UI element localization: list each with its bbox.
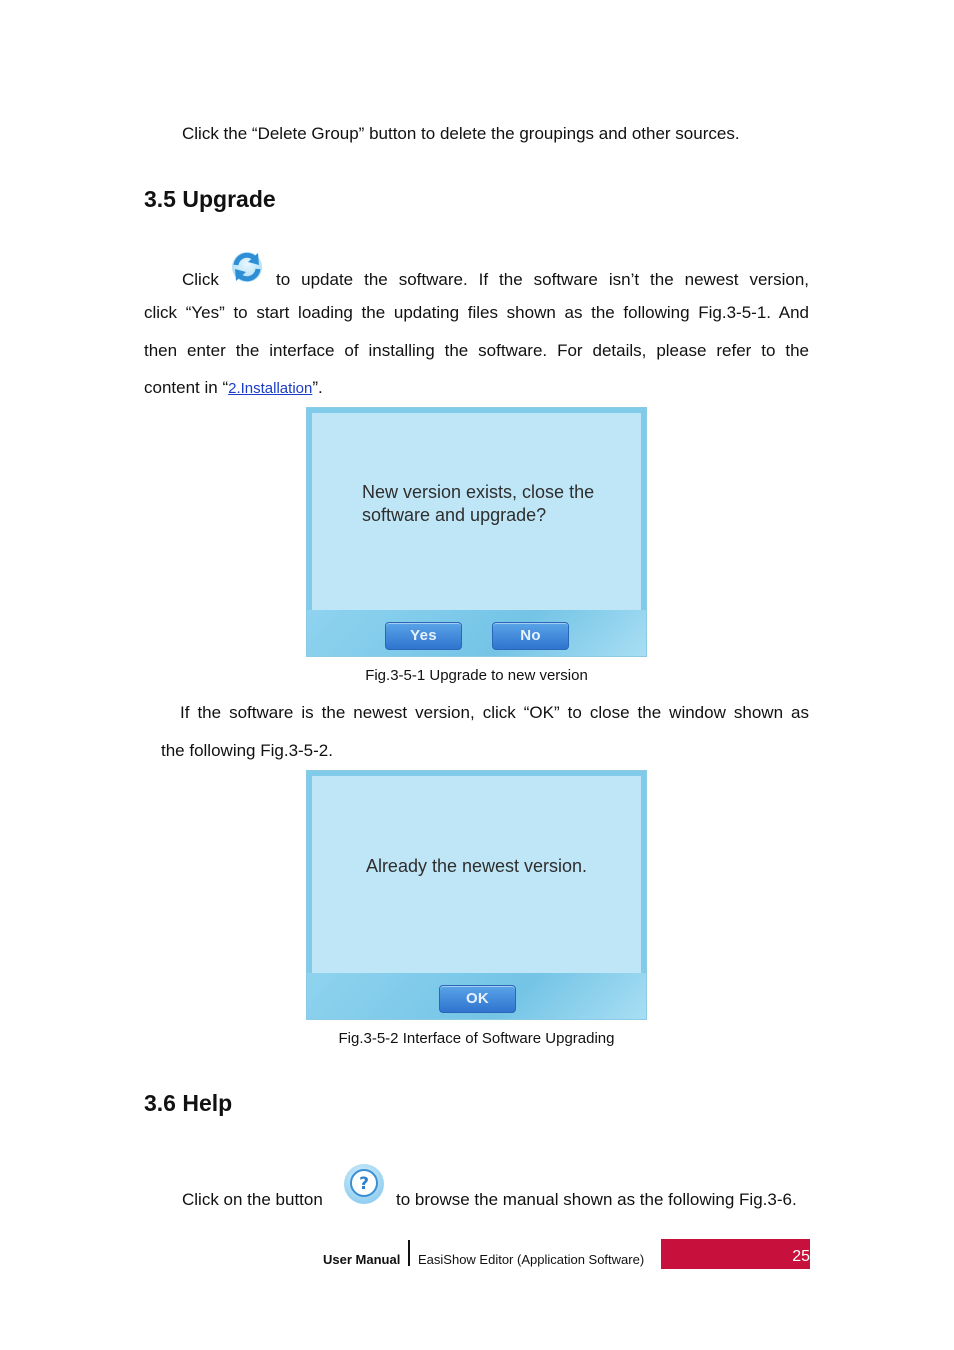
footer-product-name: EasiShow Editor (Application Software) <box>418 1252 645 1267</box>
help-text-suffix: to browse the manual shown as the following Fig.3-6. <box>396 1190 797 1209</box>
dialog-message: Already the newest version. <box>365 856 588 876</box>
dialog-message-line1: New version exists, close the <box>362 482 595 502</box>
upgrade-para-line4 <box>144 379 323 398</box>
yes-button[interactable]: Yes <box>385 622 462 650</box>
upgrade-para-click: Click <box>182 270 219 289</box>
upgrade-para-line4-suffix: ”. <box>312 378 323 397</box>
upgrade-para-line2: click “Yes” to start loading the updating files shown as the following Fig.3-5-1. And <box>144 303 809 322</box>
upgrade-para-line4-prefix: content in “ <box>144 378 229 397</box>
figure-caption-2: Fig.3-5-2 Interface of Software Upgrading <box>338 1030 615 1047</box>
footer-divider <box>408 1240 410 1266</box>
no-button[interactable]: No <box>492 622 569 650</box>
upgrade-para-line3: then enter the interface of installing the software. For details, please refer to the <box>144 341 809 360</box>
newest-version-dialog <box>306 770 647 1020</box>
section-heading-upgrade: 3.5 Upgrade <box>144 186 276 212</box>
svg-text:?: ? <box>359 1174 369 1194</box>
help-text-prefix: Click on the button <box>182 1190 323 1209</box>
dialog-message-line2: software and upgrade? <box>362 505 547 525</box>
refresh-icon <box>229 250 265 284</box>
newest-para-line1: If the software is the newest version, click “OK” to close the window shown as <box>180 703 809 722</box>
question-icon <box>342 1162 386 1206</box>
upgrade-para-line1: to update the software. If the software isn’t the newest version, <box>276 270 809 289</box>
page-number: 25 <box>792 1248 810 1265</box>
section-heading-help: 3.6 Help <box>144 1090 233 1116</box>
newest-para-line2: the following Fig.3-5-2. <box>161 741 333 760</box>
installation-link[interactable]: 2.Installation <box>228 380 313 397</box>
dialog-footer <box>307 610 646 656</box>
footer-user-manual: User Manual <box>323 1252 401 1267</box>
upgrade-dialog <box>306 407 647 657</box>
intro-text: Click the “Delete Group” button to delete the groupings and other sources. <box>182 124 740 143</box>
ok-button[interactable]: OK <box>439 985 516 1013</box>
figure-caption-1: Fig.3-5-1 Upgrade to new version <box>365 667 588 684</box>
